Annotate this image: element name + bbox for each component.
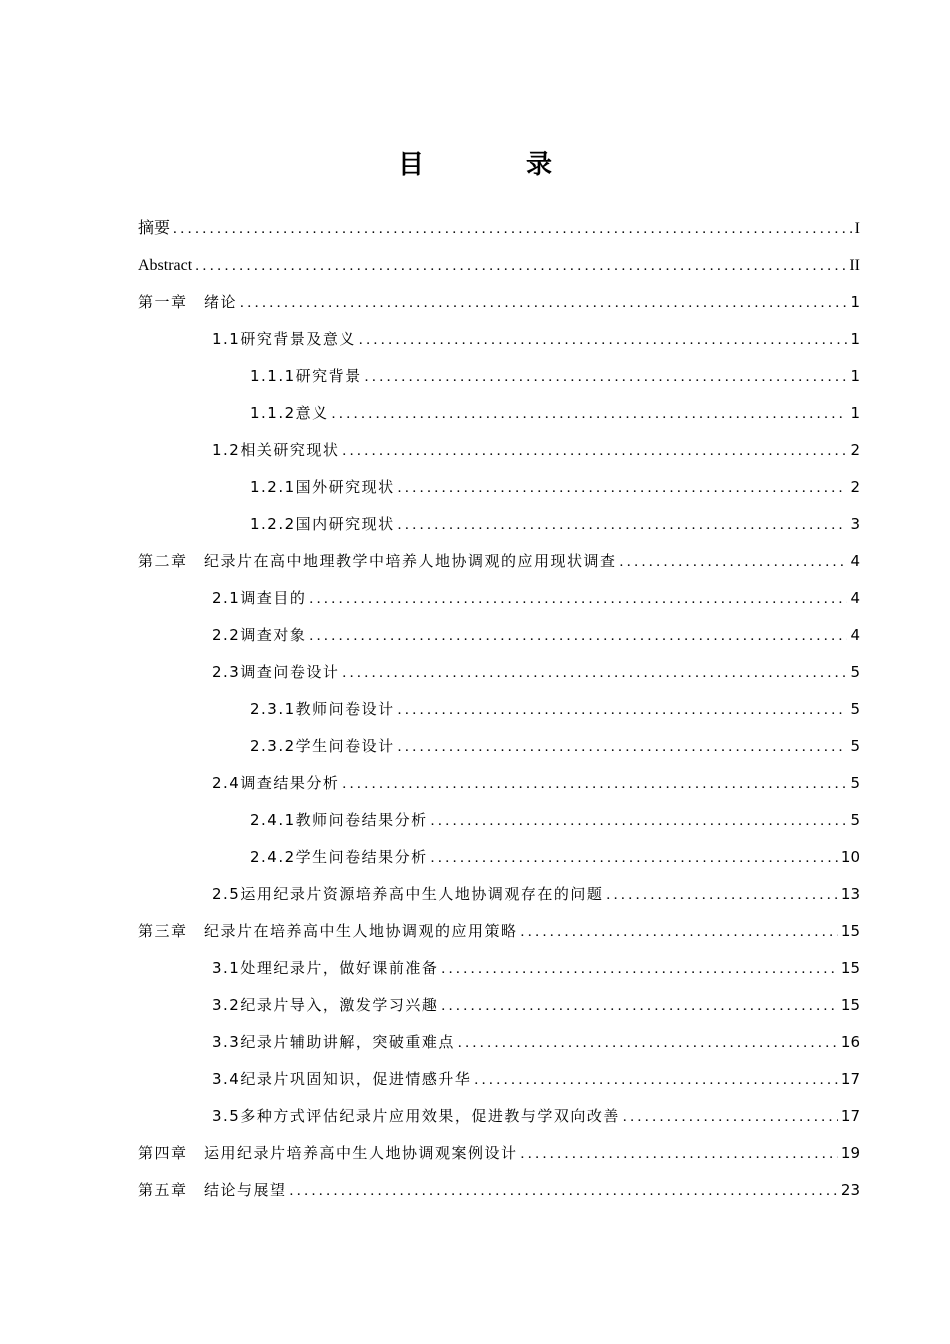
toc-entry-page-number: 13 (840, 885, 860, 903)
toc-entry-label: 第五章 结论与展望 (138, 1181, 287, 1199)
toc-dot-leader (441, 988, 838, 1025)
toc-entry[interactable] (138, 543, 860, 580)
toc-entry-label: 2.1调查目的 (212, 589, 307, 607)
toc-entry-label: 3.1处理纪录片，做好课前准备 (212, 959, 439, 977)
toc-entry[interactable] (138, 691, 860, 728)
toc-entry-page-number: 2 (850, 478, 860, 496)
toc-dot-leader (458, 1025, 838, 1062)
toc-entry-page-number: 5 (850, 774, 860, 792)
page-title: 目 录 (397, 150, 590, 180)
toc-entry-page-number: 1 (850, 330, 860, 348)
toc-entry-label: 第二章 纪录片在高中地理教学中培养人地协调观的应用现状调查 (138, 552, 617, 570)
toc-entry-page-number: 4 (850, 589, 860, 607)
toc-entry-page-number: II (849, 257, 860, 274)
toc-entry-page-number: 1 (850, 293, 860, 311)
toc-entry-label: 2.4.2学生问卷结果分析 (250, 848, 428, 866)
toc-entry-label: 第四章 运用纪录片培养高中生人地协调观案例设计 (138, 1144, 518, 1162)
toc-entry-label: 第一章 绪论 (138, 293, 238, 311)
toc-entry-page-number: I (854, 220, 860, 237)
toc-entry[interactable] (138, 580, 860, 617)
toc-entry-page-number: 5 (850, 737, 860, 755)
toc-entry-label: 摘要 (138, 220, 171, 237)
toc-entry[interactable] (138, 395, 860, 432)
toc-dot-leader (398, 507, 848, 544)
toc-entry[interactable] (138, 802, 860, 839)
toc-entry-label: 3.3纪录片辅助讲解，突破重难点 (212, 1033, 455, 1051)
toc-entry[interactable] (138, 617, 860, 654)
toc-entry-page-number: 15 (840, 996, 860, 1014)
toc-dot-leader (365, 359, 848, 396)
toc-entry-label: 2.2调查对象 (212, 626, 307, 644)
toc-dot-leader (342, 433, 847, 470)
toc-entry[interactable] (138, 839, 860, 876)
toc-entry[interactable] (138, 469, 860, 506)
toc-entry-page-number: 4 (850, 626, 860, 644)
toc-dot-leader (398, 470, 848, 507)
toc-entry-label: 1.1.2意义 (250, 404, 329, 422)
toc-dot-leader (521, 1136, 838, 1173)
toc-entry[interactable] (138, 358, 860, 395)
toc-dot-leader (342, 766, 847, 803)
toc-entry-page-number: 10 (840, 848, 860, 866)
toc-entry-page-number: 1 (850, 367, 860, 385)
toc-dot-leader (474, 1062, 838, 1099)
toc-dot-leader (342, 655, 847, 692)
toc-entry[interactable] (138, 1024, 860, 1061)
toc-entry[interactable] (138, 1061, 860, 1098)
toc-entry-label: 2.3.1教师问卷设计 (250, 700, 395, 718)
toc-entry[interactable] (138, 321, 860, 358)
toc-entry[interactable] (138, 728, 860, 765)
toc-dot-leader (195, 248, 846, 285)
toc-entry[interactable] (138, 876, 860, 913)
toc-entry-label: 1.2.1国外研究现状 (250, 478, 395, 496)
toc-entry-label: 2.4.1教师问卷结果分析 (250, 811, 428, 829)
toc-entry-label: 2.5运用纪录片资源培养高中生人地协调观存在的问题 (212, 885, 604, 903)
table-of-contents (138, 210, 860, 1209)
toc-entry[interactable] (138, 654, 860, 691)
toc-dot-leader (431, 840, 838, 877)
toc-dot-leader (173, 211, 852, 248)
toc-entry-page-number: 3 (850, 515, 860, 533)
toc-entry-label: 1.1.1研究背景 (250, 367, 362, 385)
toc-dot-leader (309, 618, 847, 655)
toc-entry[interactable] (138, 1135, 860, 1172)
toc-entry[interactable] (138, 1172, 860, 1209)
toc-entry-label: 3.5多种方式评估纪录片应用效果，促进教与学双向改善 (212, 1107, 620, 1125)
toc-dot-leader (606, 877, 838, 914)
toc-entry-page-number: 17 (840, 1107, 860, 1125)
toc-dot-leader (290, 1173, 838, 1210)
toc-entry[interactable] (138, 1098, 860, 1135)
toc-dot-leader (431, 803, 848, 840)
toc-entry-page-number: 4 (850, 552, 860, 570)
toc-entry-page-number: 15 (840, 959, 860, 977)
toc-entry[interactable] (138, 284, 860, 321)
toc-entry-page-number: 2 (850, 441, 860, 459)
toc-dot-leader (441, 951, 838, 988)
toc-entry-label: 2.4调查结果分析 (212, 774, 340, 792)
toc-entry-page-number: 17 (840, 1070, 860, 1088)
toc-entry-label: 3.2纪录片导入，激发学习兴趣 (212, 996, 439, 1014)
toc-entry-page-number: 16 (840, 1033, 860, 1051)
toc-entry-label: 1.2相关研究现状 (212, 441, 340, 459)
toc-dot-leader (332, 396, 848, 433)
toc-dot-leader (398, 729, 848, 766)
toc-entry-label: 2.3.2学生问卷设计 (250, 737, 395, 755)
toc-entry-page-number: 15 (840, 922, 860, 940)
toc-entry-page-number: 23 (840, 1181, 860, 1199)
toc-dot-leader (623, 1099, 838, 1136)
toc-entry[interactable] (138, 765, 860, 802)
toc-entry-page-number: 5 (850, 663, 860, 681)
toc-entry[interactable] (138, 950, 860, 987)
toc-entry-page-number: 5 (850, 811, 860, 829)
toc-dot-leader (240, 285, 847, 322)
toc-dot-leader (359, 322, 848, 359)
toc-dot-leader (521, 914, 838, 951)
toc-entry-page-number: 19 (840, 1144, 860, 1162)
toc-entry[interactable] (138, 913, 860, 950)
toc-dot-leader (620, 544, 848, 581)
toc-entry-label: Abstract (138, 257, 193, 274)
toc-entry-label: 1.2.2国内研究现状 (250, 515, 395, 533)
toc-dot-leader (398, 692, 848, 729)
toc-entry-label: 3.4纪录片巩固知识，促进情感升华 (212, 1070, 472, 1088)
toc-entry-label: 第三章 纪录片在培养高中生人地协调观的应用策略 (138, 922, 518, 940)
toc-entry[interactable] (138, 506, 860, 543)
toc-entry-label: 2.3调查问卷设计 (212, 663, 340, 681)
toc-entry[interactable] (138, 432, 860, 469)
toc-entry[interactable] (138, 210, 860, 247)
toc-entry-label: 1.1研究背景及意义 (212, 330, 356, 348)
toc-entry[interactable] (138, 247, 860, 284)
toc-entry-page-number: 5 (850, 700, 860, 718)
toc-entry[interactable] (138, 987, 860, 1024)
toc-entry-page-number: 1 (850, 404, 860, 422)
toc-dot-leader (309, 581, 847, 618)
